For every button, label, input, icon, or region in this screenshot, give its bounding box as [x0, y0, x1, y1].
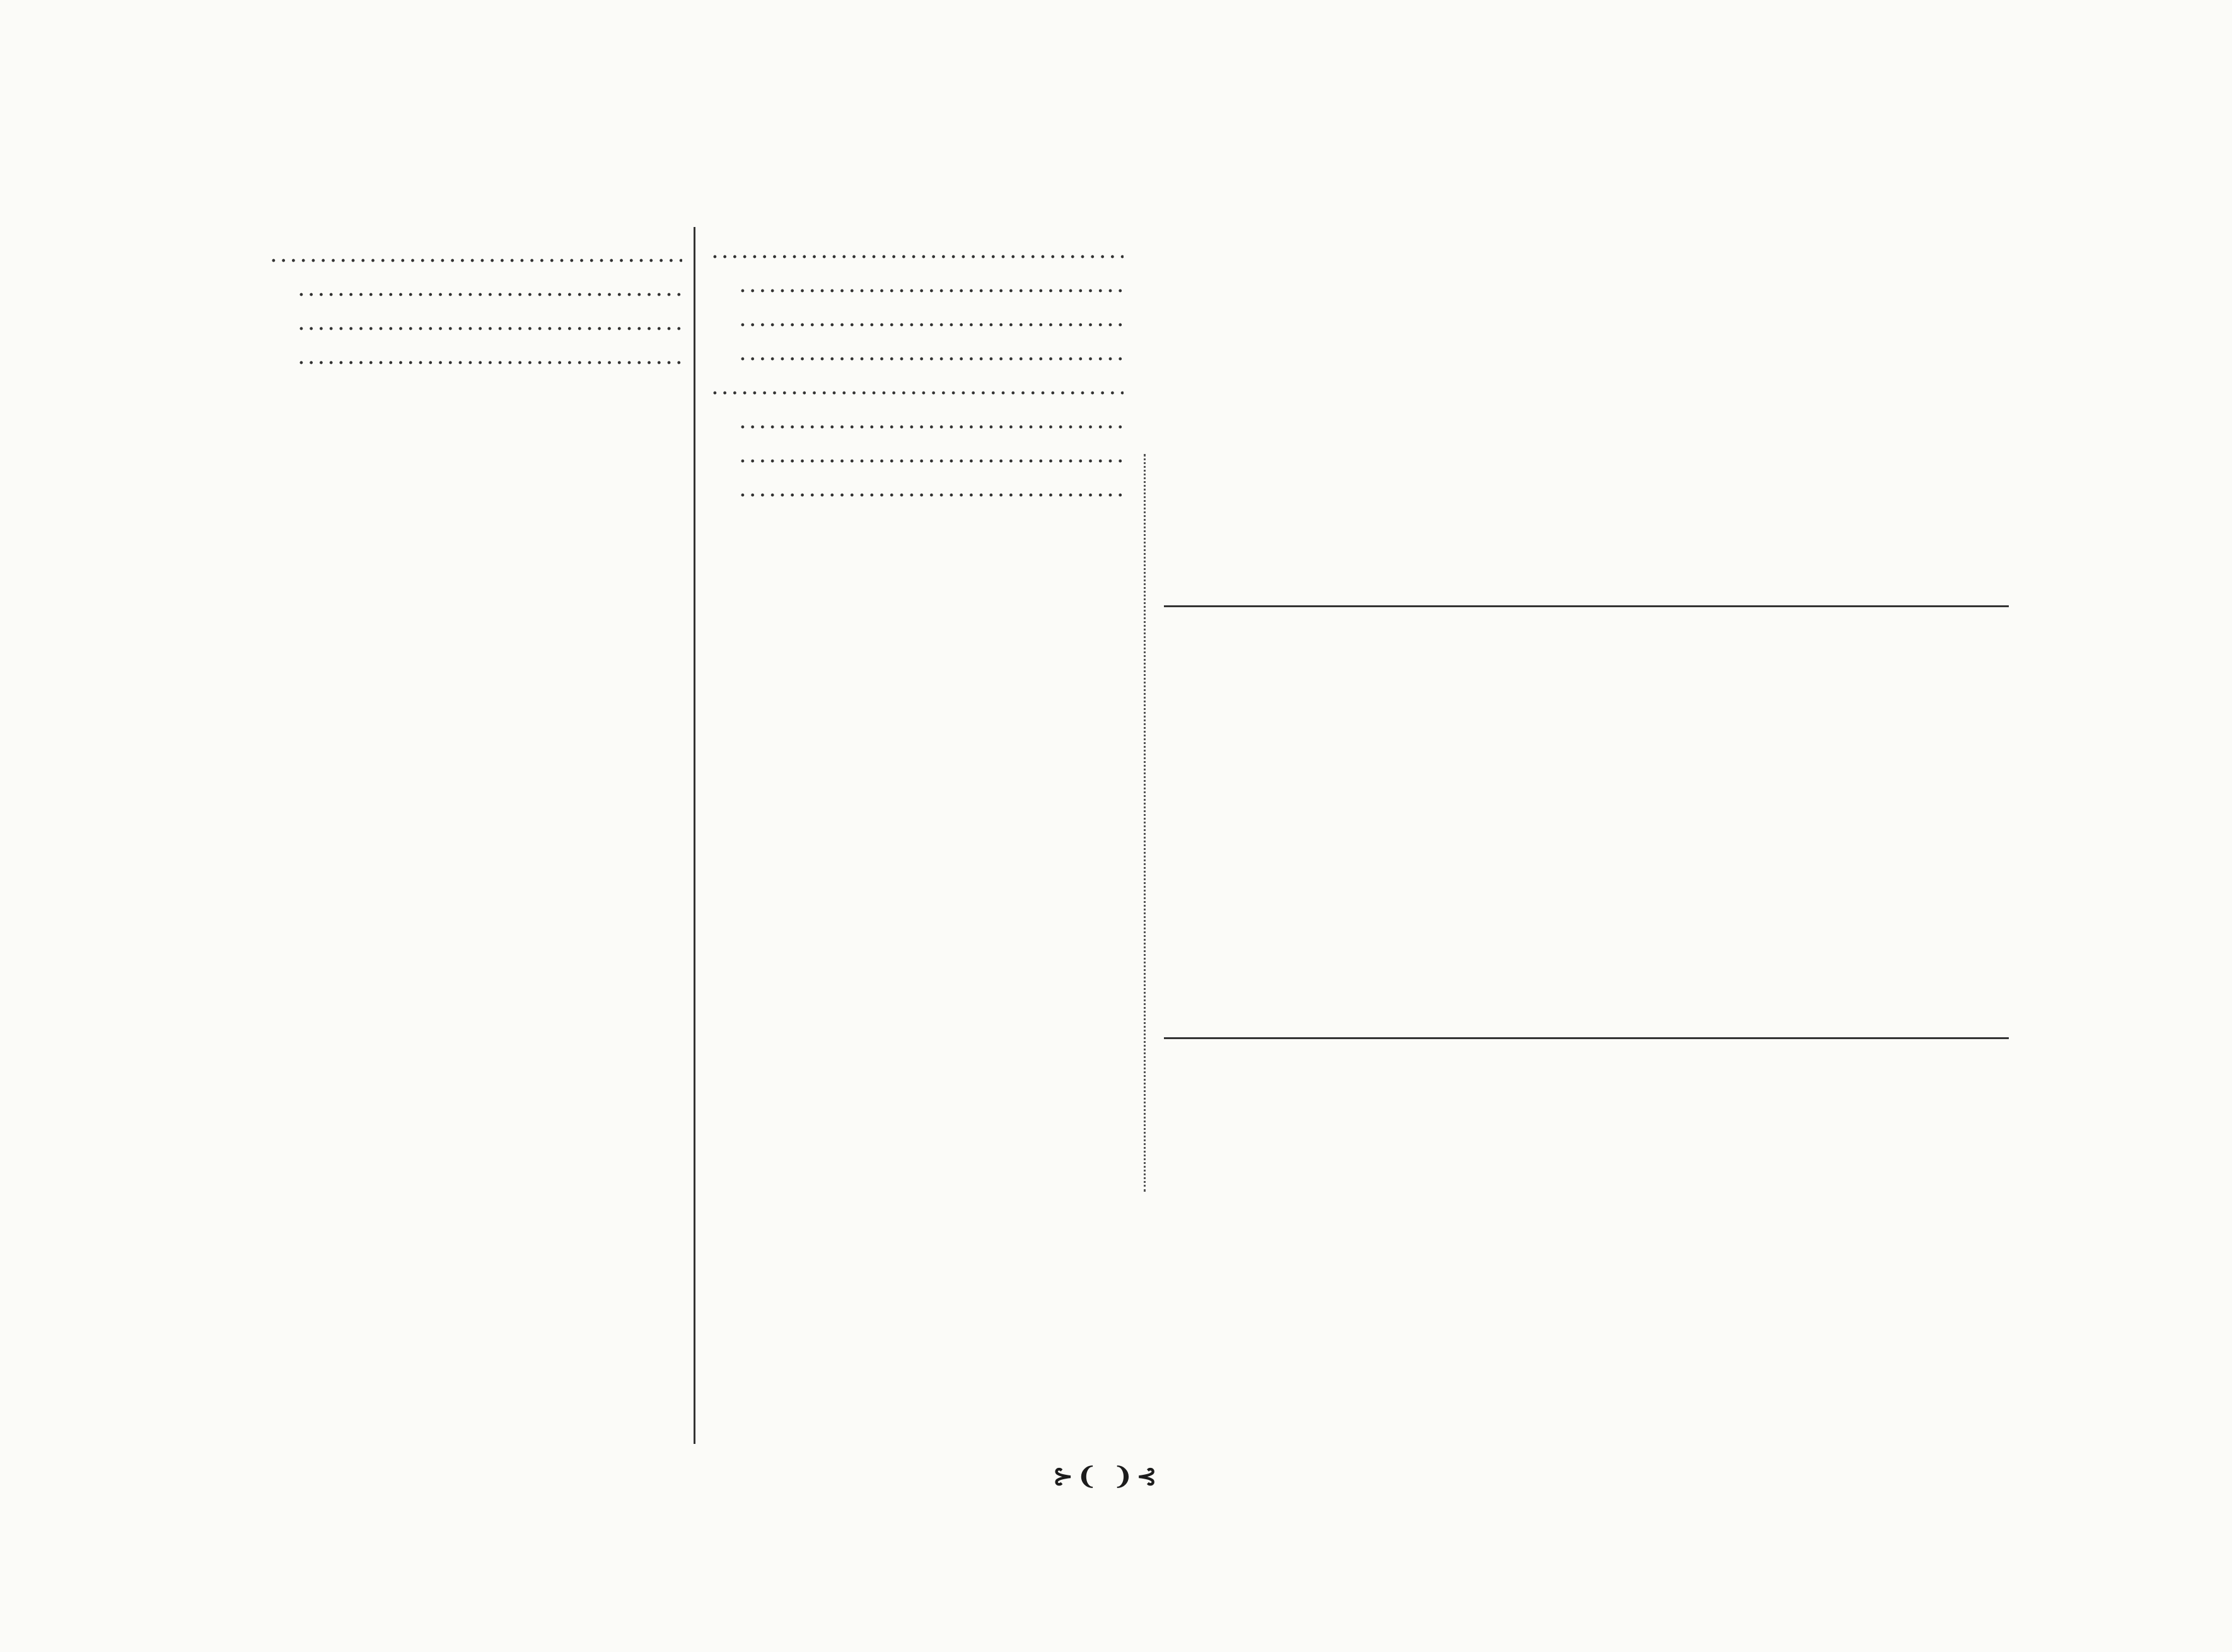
index-entry: [711, 335, 1127, 369]
japanese-index-table: [1164, 207, 2009, 1449]
leader-dots: [711, 233, 1124, 267]
leader-dots: [739, 335, 1124, 369]
page-header-label: [711, 208, 1127, 233]
ornament-left: ⊱❨: [1053, 1462, 1113, 1490]
leader-dots: [298, 305, 682, 339]
index-column-a: [270, 208, 686, 373]
index-entry: [270, 237, 686, 271]
index-entry: [711, 233, 1127, 267]
index-entry: [711, 472, 1127, 506]
index-entry: [711, 301, 1127, 335]
leader-dots: [739, 404, 1124, 438]
leader-dots: [739, 438, 1124, 472]
index-column-b: [711, 208, 1127, 506]
index-entry: [270, 271, 686, 305]
column-divider-dotted: [1144, 454, 1146, 1192]
leader-dots: [739, 472, 1124, 506]
leader-dots: [739, 267, 1124, 301]
table-rule: [1164, 605, 2009, 607]
leader-dots: [270, 237, 682, 271]
jp-band-bot: [1164, 1050, 2009, 1441]
jp-band-mid: [1164, 637, 2009, 978]
leader-dots: [711, 369, 1124, 404]
index-entry: [270, 305, 686, 339]
table-rule: [1164, 1037, 2009, 1039]
index-entry: [711, 404, 1127, 438]
page-header-label: [270, 208, 686, 233]
leader-dots: [298, 271, 682, 305]
page-number: [1053, 1462, 1161, 1490]
index-entry: [711, 267, 1127, 301]
ornament-right: ❩⊰: [1112, 1462, 1161, 1490]
jp-band-top: [1164, 207, 2009, 585]
index-entry: [711, 438, 1127, 472]
index-entry: [270, 339, 686, 373]
leader-dots: [739, 301, 1124, 335]
leader-dots: [298, 339, 682, 373]
column-divider: [694, 227, 695, 1444]
index-entry: [711, 369, 1127, 404]
